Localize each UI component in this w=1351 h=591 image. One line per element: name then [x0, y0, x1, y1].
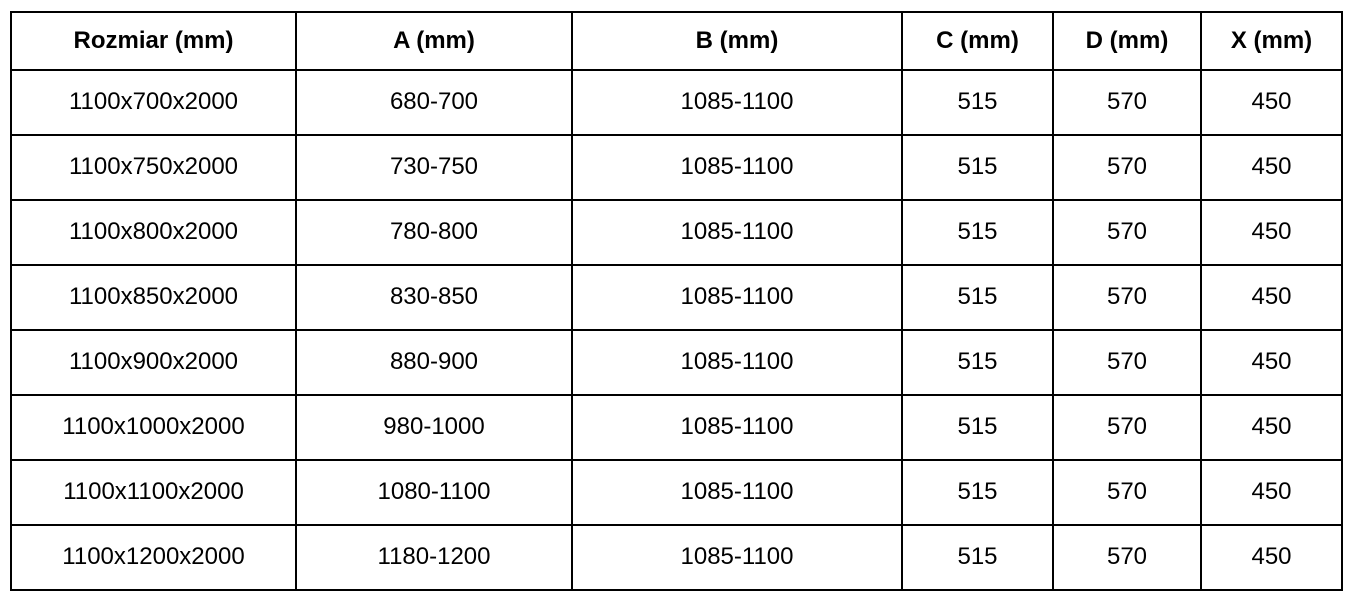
- cell-rozmiar: 1100x1200x2000: [11, 525, 296, 590]
- cell-d: 570: [1053, 135, 1201, 200]
- cell-d: 570: [1053, 330, 1201, 395]
- cell-a: 830-850: [296, 265, 572, 330]
- cell-a: 780-800: [296, 200, 572, 265]
- header-x: X (mm): [1201, 12, 1342, 70]
- cell-b: 1085-1100: [572, 330, 902, 395]
- cell-d: 570: [1053, 200, 1201, 265]
- cell-a: 980-1000: [296, 395, 572, 460]
- cell-rozmiar: 1100x850x2000: [11, 265, 296, 330]
- cell-a: 1180-1200: [296, 525, 572, 590]
- cell-d: 570: [1053, 395, 1201, 460]
- cell-a: 880-900: [296, 330, 572, 395]
- cell-d: 570: [1053, 70, 1201, 135]
- cell-c: 515: [902, 200, 1053, 265]
- cell-x: 450: [1201, 395, 1342, 460]
- table-header-row: [11, 12, 1342, 70]
- cell-c: 515: [902, 395, 1053, 460]
- cell-x: 450: [1201, 135, 1342, 200]
- size-spec-table: [10, 11, 1343, 591]
- table-row: [11, 330, 1342, 395]
- cell-b: 1085-1100: [572, 460, 902, 525]
- cell-b: 1085-1100: [572, 70, 902, 135]
- cell-rozmiar: 1100x1100x2000: [11, 460, 296, 525]
- header-c: C (mm): [902, 12, 1053, 70]
- cell-d: 570: [1053, 525, 1201, 590]
- header-b: B (mm): [572, 12, 902, 70]
- cell-rozmiar: 1100x700x2000: [11, 70, 296, 135]
- cell-x: 450: [1201, 70, 1342, 135]
- cell-a: 1080-1100: [296, 460, 572, 525]
- cell-rozmiar: 1100x900x2000: [11, 330, 296, 395]
- cell-b: 1085-1100: [572, 135, 902, 200]
- header-d: D (mm): [1053, 12, 1201, 70]
- cell-d: 570: [1053, 265, 1201, 330]
- cell-a: 680-700: [296, 70, 572, 135]
- cell-c: 515: [902, 70, 1053, 135]
- cell-x: 450: [1201, 525, 1342, 590]
- table-row: [11, 200, 1342, 265]
- cell-x: 450: [1201, 265, 1342, 330]
- cell-d: 570: [1053, 460, 1201, 525]
- table-row: [11, 460, 1342, 525]
- cell-b: 1085-1100: [572, 200, 902, 265]
- header-a: A (mm): [296, 12, 572, 70]
- cell-c: 515: [902, 460, 1053, 525]
- cell-b: 1085-1100: [572, 265, 902, 330]
- cell-c: 515: [902, 135, 1053, 200]
- size-spec-table-container: [10, 11, 1343, 591]
- cell-c: 515: [902, 525, 1053, 590]
- table-row: [11, 135, 1342, 200]
- cell-c: 515: [902, 330, 1053, 395]
- cell-x: 450: [1201, 200, 1342, 265]
- cell-c: 515: [902, 265, 1053, 330]
- table-row: [11, 265, 1342, 330]
- cell-b: 1085-1100: [572, 395, 902, 460]
- header-rozmiar: Rozmiar (mm): [11, 12, 296, 70]
- cell-x: 450: [1201, 330, 1342, 395]
- cell-a: 730-750: [296, 135, 572, 200]
- table-row: [11, 70, 1342, 135]
- cell-x: 450: [1201, 460, 1342, 525]
- cell-b: 1085-1100: [572, 525, 902, 590]
- table-row: [11, 525, 1342, 590]
- cell-rozmiar: 1100x800x2000: [11, 200, 296, 265]
- cell-rozmiar: 1100x1000x2000: [11, 395, 296, 460]
- table-row: [11, 395, 1342, 460]
- cell-rozmiar: 1100x750x2000: [11, 135, 296, 200]
